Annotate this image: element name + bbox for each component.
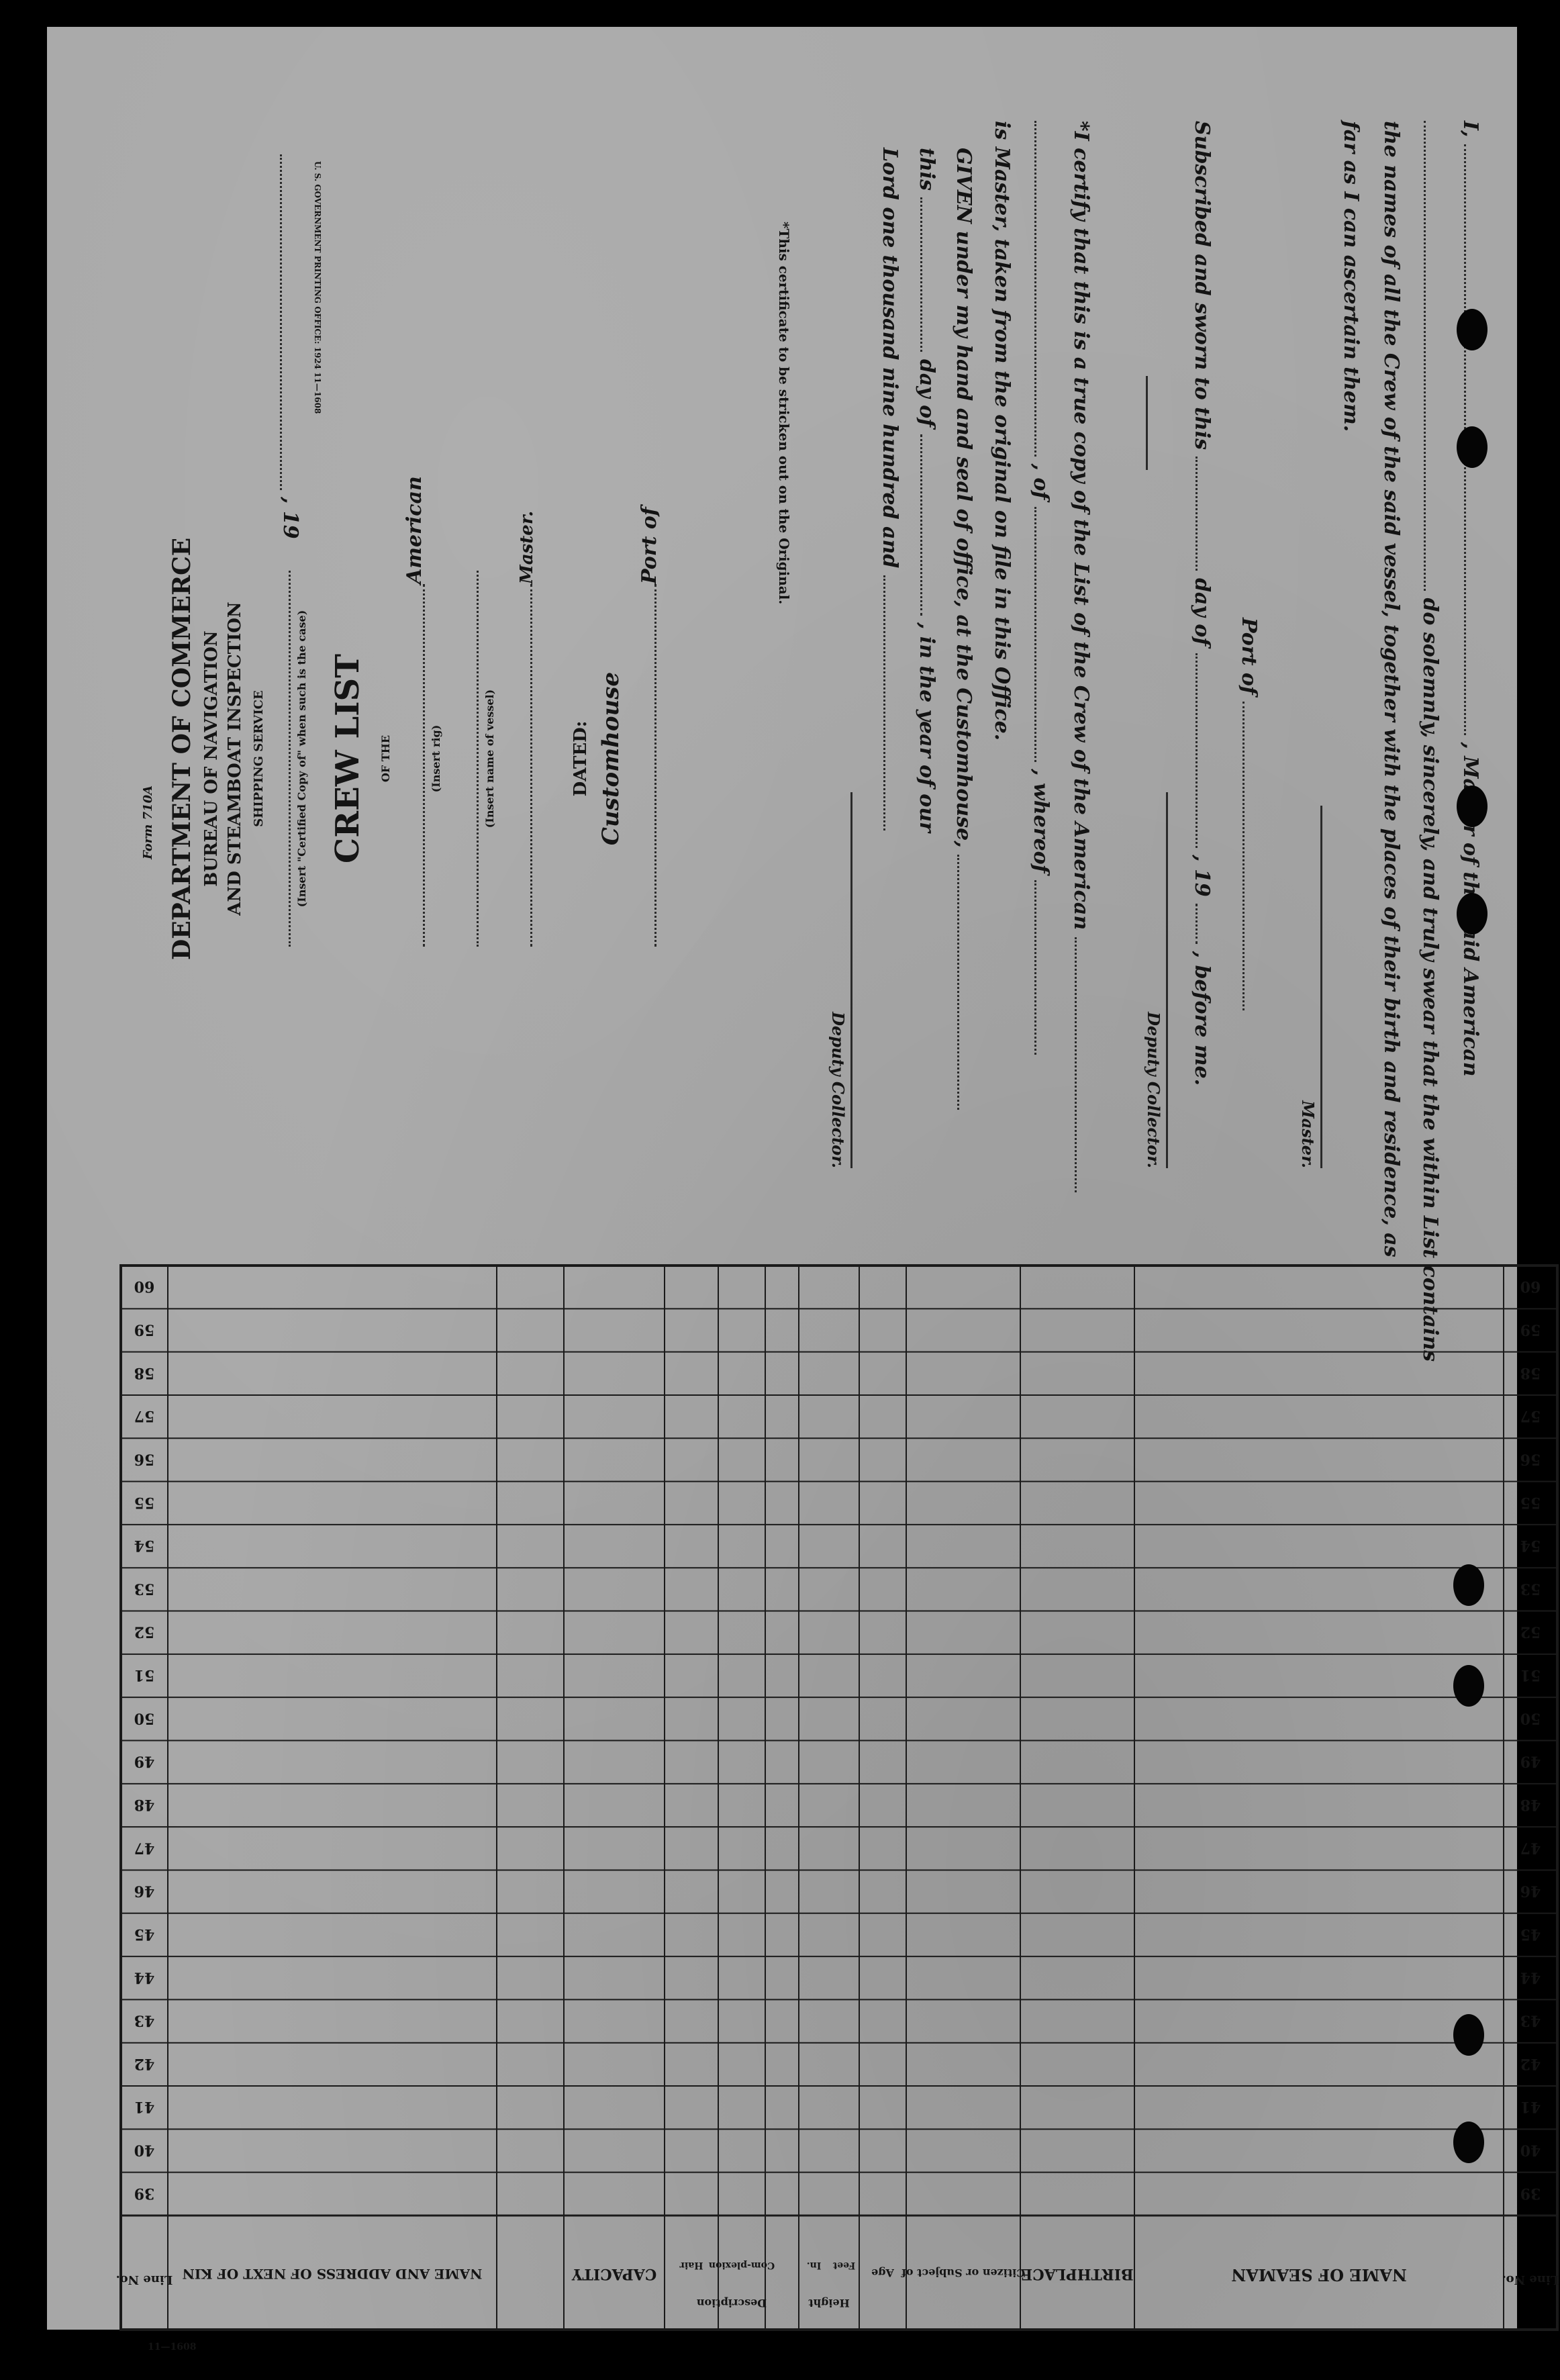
line-number-right: 45 xyxy=(1520,1925,1541,1943)
port-of-line xyxy=(1237,618,1262,1010)
line-number-right: 52 xyxy=(1520,1623,1541,1641)
table-row[interactable] xyxy=(121,1407,1557,1438)
line-number-left: 47 xyxy=(134,1839,155,1857)
of-the: OF THE xyxy=(379,734,392,783)
header-description: Description xyxy=(696,2297,767,2310)
certify-whereof: , whereof xyxy=(1029,769,1053,873)
crew-list-sheet xyxy=(47,27,1559,2352)
subscribed-year-blank[interactable] xyxy=(1196,904,1215,944)
subscribed-day-blank[interactable] xyxy=(1196,457,1215,571)
bureau-line-2: AND STEAMBOAT INSPECTION xyxy=(225,602,245,916)
header-complexion: Com-plexion xyxy=(708,2260,775,2271)
line-number-right: 53 xyxy=(1520,1580,1541,1598)
table-row[interactable] xyxy=(121,1450,1557,1481)
seal-line xyxy=(1146,376,1148,470)
dated-year: , 19 xyxy=(279,497,302,539)
line-number-left: 60 xyxy=(134,1278,155,1296)
line-number-left: 44 xyxy=(134,1968,155,1987)
table-row[interactable] xyxy=(121,1666,1557,1697)
table-row[interactable] xyxy=(121,1968,1557,1999)
master-blank[interactable] xyxy=(530,584,532,947)
oath-line-3: the names of all the Crew of the said vessel, together with the places of their birth and residence, as xyxy=(1379,121,1403,1257)
dated-port-blank[interactable] xyxy=(654,584,656,947)
subscribed-month-blank[interactable] xyxy=(1196,653,1215,848)
line-number-right: 41 xyxy=(1520,2098,1541,2116)
table-row[interactable] xyxy=(121,1321,1557,1351)
certify-line-3: is Master, taken from the original on file in this Office. xyxy=(990,121,1014,741)
rig-blank[interactable] xyxy=(423,584,425,947)
this-day-line xyxy=(915,148,940,832)
subscribed-before-me: , before me. xyxy=(1190,951,1214,1086)
punch-hole xyxy=(1457,426,1488,468)
given-label: GIVEN under my hand and seal of office, at the Customhouse, xyxy=(952,148,975,848)
line-number-right: 40 xyxy=(1520,2141,1541,2159)
deputy-collector-2-signature-line[interactable] xyxy=(828,792,852,1168)
form-number: Form 710A xyxy=(141,785,155,859)
bureau-line-1: BUREAU OF NAVIGATION xyxy=(201,630,222,887)
insert-rig: (Insert rig) xyxy=(430,724,442,793)
table-row[interactable] xyxy=(121,1925,1557,1956)
table-row[interactable] xyxy=(121,1796,1557,1827)
table-row[interactable] xyxy=(121,1537,1557,1568)
punch-hole xyxy=(1457,309,1488,350)
master-signature-line[interactable] xyxy=(1298,806,1322,1168)
header-birthplace: BIRTHPLACE xyxy=(1021,2265,1134,2283)
line-number-left: 50 xyxy=(134,1709,155,1727)
certify-port-blank[interactable] xyxy=(1034,507,1054,762)
lord-label: Lord one thousand nine hundred and xyxy=(878,148,901,569)
line-number-right: 58 xyxy=(1520,1364,1541,1382)
given-line xyxy=(952,148,977,1110)
line-number-right: 57 xyxy=(1520,1407,1541,1425)
line-number-left: 52 xyxy=(134,1623,155,1641)
given-customhouse-blank[interactable] xyxy=(957,855,977,1110)
line-number-right: 55 xyxy=(1520,1493,1541,1511)
line-number-right: 43 xyxy=(1520,2011,1541,2030)
master-signature-label: Master. xyxy=(1298,1100,1318,1168)
line-number-right: 44 xyxy=(1520,1968,1541,1987)
line-number-left: 59 xyxy=(134,1321,155,1339)
punch-hole xyxy=(1453,2014,1484,2056)
line-number-right: 51 xyxy=(1520,1666,1541,1684)
certify-of: , of xyxy=(1029,463,1053,500)
certify-master-blank[interactable] xyxy=(1034,880,1054,1055)
subscribed-line xyxy=(1190,121,1215,1086)
line-number-left: 54 xyxy=(134,1537,155,1555)
insert-vessel: (Insert name of vessel) xyxy=(483,689,496,828)
vessel-blank[interactable] xyxy=(477,571,479,947)
header-citizen: Citizen or Subject of xyxy=(901,2267,1026,2279)
line-number-left: 57 xyxy=(134,1407,155,1425)
line-number-right: 39 xyxy=(1520,2184,1541,2202)
dated-port-of: Port of xyxy=(638,507,661,584)
line-number-right: 60 xyxy=(1520,1278,1541,1296)
line-number-left: 41 xyxy=(134,2098,155,2116)
table-row[interactable] xyxy=(121,2142,1557,2173)
deputy-collector-2-label: Deputy Collector. xyxy=(828,1012,848,1168)
header-name-of-seaman: NAME OF SEAMAN xyxy=(1231,2265,1407,2285)
table-row[interactable] xyxy=(121,1753,1557,1784)
line-number-left: 40 xyxy=(134,2141,155,2159)
table-row[interactable] xyxy=(121,1278,1557,1308)
certify-label: *I certify that this is a true copy of the List of the Crew of the American xyxy=(1069,121,1093,931)
header-in: In. xyxy=(806,2260,822,2271)
shipping-service: SHIPPING SERVICE xyxy=(252,690,266,827)
this-month-blank[interactable] xyxy=(920,434,940,616)
dated-date-blank[interactable] xyxy=(280,154,282,490)
american-label: American xyxy=(403,476,426,584)
master-label: Master. xyxy=(517,510,537,584)
table-row[interactable] xyxy=(121,1883,1557,1913)
line-number-right: 48 xyxy=(1520,1795,1541,1813)
deputy-collector-signature-line[interactable] xyxy=(1144,792,1168,1168)
header-hair: Hair xyxy=(679,2260,703,2271)
table-footer-code: 11—1608 xyxy=(148,2342,197,2352)
oath-line-4: far as I can ascertain them. xyxy=(1339,121,1363,432)
oath-swear: do solemnly, sincerely, and truly swear that the within List contains xyxy=(1418,598,1442,1362)
deputy-collector-label: Deputy Collector. xyxy=(1144,1012,1163,1168)
certify-vessel-name-blank[interactable] xyxy=(1034,121,1054,457)
line-number-right: 56 xyxy=(1520,1450,1541,1468)
header-next-of-kin: NAME AND ADDRESS OF NEXT OF KIN xyxy=(182,2266,483,2282)
dated-label: DATED: xyxy=(571,720,591,797)
year-blank[interactable] xyxy=(883,575,903,830)
line-number-left: 56 xyxy=(134,1450,155,1468)
crew-table-grid xyxy=(115,1266,1559,2352)
table-row[interactable] xyxy=(121,2055,1557,2086)
table-row[interactable] xyxy=(121,1364,1557,1395)
header-age: Age xyxy=(871,2267,894,2279)
punch-hole xyxy=(1457,893,1488,935)
header-feet: Feet xyxy=(832,2260,856,2271)
punch-hole xyxy=(1453,1564,1484,1606)
punch-hole xyxy=(1457,786,1488,827)
line-number-left: 53 xyxy=(134,1580,155,1598)
crew-list-title: CREW LIST xyxy=(329,654,367,863)
line-number-left: 39 xyxy=(134,2184,155,2202)
port-of-label: Port of xyxy=(1237,618,1261,695)
subscribed-year-prefix: , 19 xyxy=(1190,855,1214,897)
crew-table xyxy=(115,1266,1559,2352)
line-number-left: 46 xyxy=(134,1882,155,1900)
line-number-right: 59 xyxy=(1520,1321,1541,1339)
vessel-name-blank[interactable] xyxy=(1424,121,1443,591)
this-day-of: day of xyxy=(915,359,938,428)
customhouse-label: Customhouse xyxy=(597,671,624,846)
table-row[interactable] xyxy=(121,1839,1557,1870)
line-number-left: 42 xyxy=(134,2054,155,2073)
header-line-no-left: Line No. xyxy=(115,2273,173,2287)
table-row[interactable] xyxy=(121,2185,1557,2216)
header-height: Height xyxy=(808,2297,850,2310)
line-number-right: 54 xyxy=(1520,1537,1541,1555)
table-row[interactable] xyxy=(121,1623,1557,1654)
header-line-no-right: Line No. xyxy=(1502,2273,1559,2287)
table-row[interactable] xyxy=(121,1494,1557,1525)
line-number-right: 50 xyxy=(1520,1709,1541,1727)
certify-line-1 xyxy=(1069,121,1094,1192)
line-number-left: 51 xyxy=(134,1666,155,1684)
line-number-right: 42 xyxy=(1520,2054,1541,2073)
line-number-right: 46 xyxy=(1520,1882,1541,1900)
table-row[interactable] xyxy=(121,1580,1557,1611)
footnote: *This certificate to be stricken out on the Original. xyxy=(776,222,792,605)
table-row[interactable] xyxy=(121,2098,1557,2129)
subscribed-label: Subscribed and sworn to this xyxy=(1190,121,1214,450)
line-number-left: 49 xyxy=(134,1752,155,1770)
certified-note: (Insert "Certified Copy of" when such is the case) xyxy=(295,610,308,908)
table-row[interactable] xyxy=(121,1709,1557,1740)
department-title: DEPARTMENT OF COMMERCE xyxy=(168,537,196,960)
line-number-right: 47 xyxy=(1520,1839,1541,1857)
punch-hole xyxy=(1453,2122,1484,2163)
line-number-left: 58 xyxy=(134,1364,155,1382)
port-blank[interactable] xyxy=(1242,702,1262,1010)
certified-blank[interactable] xyxy=(289,571,291,947)
printer-imprint: U. S. GOVERNMENT PRINTING OFFICE: 1924 11—1608 xyxy=(313,161,322,414)
this-day-blank[interactable] xyxy=(920,197,940,352)
header-capacity: CAPACITY xyxy=(571,2265,657,2283)
this-label: this xyxy=(915,148,938,191)
in-the-year-of-our: , in the year of our xyxy=(915,622,938,832)
lord-line xyxy=(878,148,903,830)
line-number-left: 55 xyxy=(134,1493,155,1511)
line-number-right: 49 xyxy=(1520,1752,1541,1770)
subscribed-day-of: day of xyxy=(1190,577,1214,647)
line-number-left: 43 xyxy=(134,2011,155,2030)
line-number-left: 48 xyxy=(134,1795,155,1813)
line-number-left: 45 xyxy=(134,1925,155,1943)
table-row[interactable] xyxy=(121,2012,1557,2043)
oath-i: I, xyxy=(1459,121,1482,138)
punch-hole xyxy=(1453,1665,1484,1707)
certify-line-2 xyxy=(1029,121,1054,1055)
table-frame xyxy=(121,1266,1557,2330)
certify-vessel-blank[interactable] xyxy=(1075,937,1094,1192)
back-panel xyxy=(114,94,718,1262)
oath-line-2 xyxy=(1418,121,1443,1362)
